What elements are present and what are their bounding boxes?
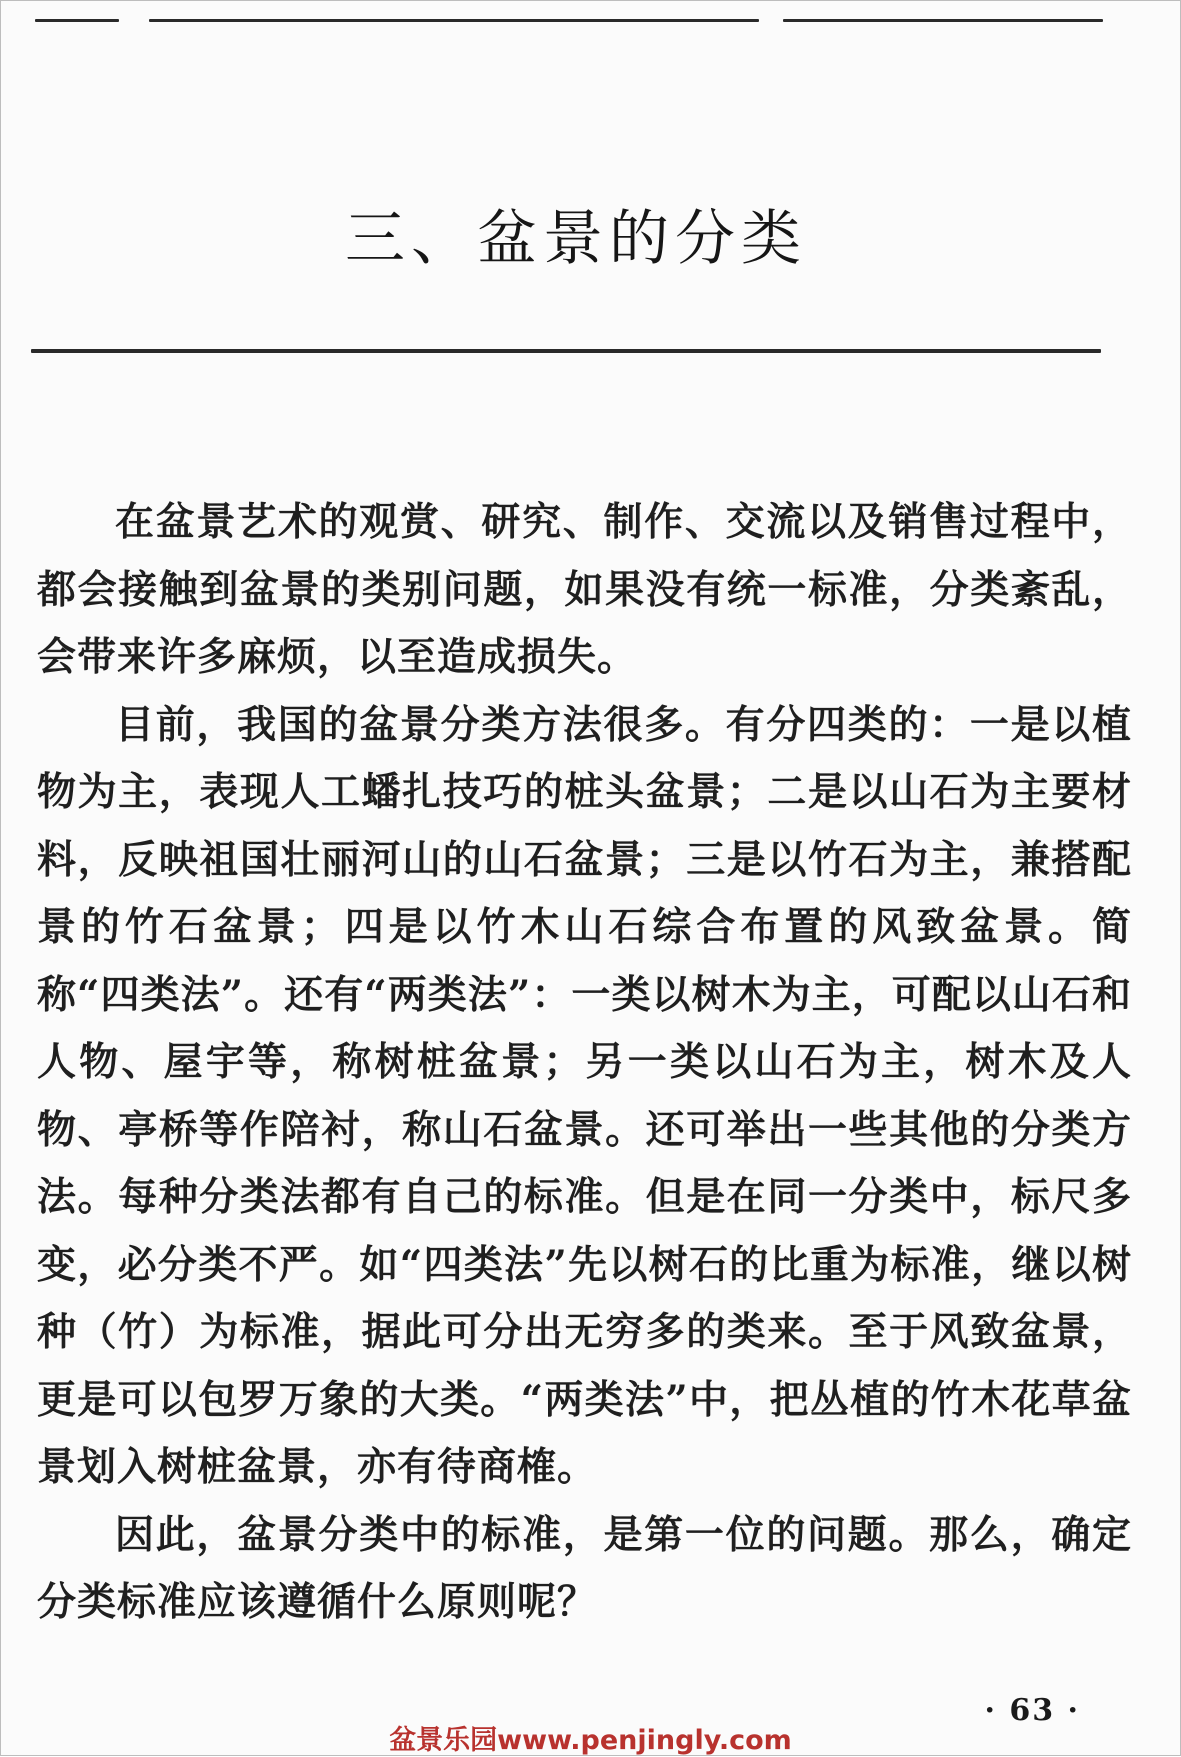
paragraph-1: 在盆景艺术的观赏、研究、制作、交流以及销售过程中，都会接触到盆景的类别问题，如果没有统一标准，分类紊乱，会带来许多麻烦，以至造成损失。	[37, 499, 1132, 680]
page-number: · 63 ·	[984, 1693, 1080, 1728]
paragraph-3: 因此，盆景分类中的标准，是第一位的问题。那么，确定分类标准应该遵循什么原则呢？	[37, 1511, 1132, 1625]
chapter-title: 三、盆景的分类	[345, 204, 807, 274]
top-rule-center	[149, 19, 759, 22]
title-underline-rule	[31, 349, 1101, 353]
paragraph-2: 目前，我国的盆景分类方法很多。有分四类的：一是以植物为主，表现人工蟠扎技巧的桩头盆景；二是以山石为主要材料，反映祖国壮丽河山的山石盆景；三是以竹石为主，兼搭配景的竹石盆景；四是以竹木山石综合布置的风致盆景。简称“四类法”。还有“两类法”：一类以树木为主，可配以山石和人物、屋宇等，称树桩盆景；另一类以山石为主，树木及人物、亭桥等作陪衬，称山石盆景。还可举出一些其他的分类方法。每种分类法都有自己的标准。但是在同一分类中，标尺多变，必分类不严。如“四类法”先以树石的比重为标准，继以树种（竹）为标准，据此可分出无穷多的类来。至于风致盆景，更是可以包罗万象的大类。“两类法”中，把丛植的竹木花草盆景划入树桩盆景，亦有待商榷。	[37, 701, 1132, 1490]
site-watermark: 盆景乐园www.penjingly.com	[389, 1725, 792, 1756]
top-rule-left	[35, 19, 119, 22]
body-text	[37, 489, 1132, 1637]
top-rule-right	[783, 19, 1103, 22]
